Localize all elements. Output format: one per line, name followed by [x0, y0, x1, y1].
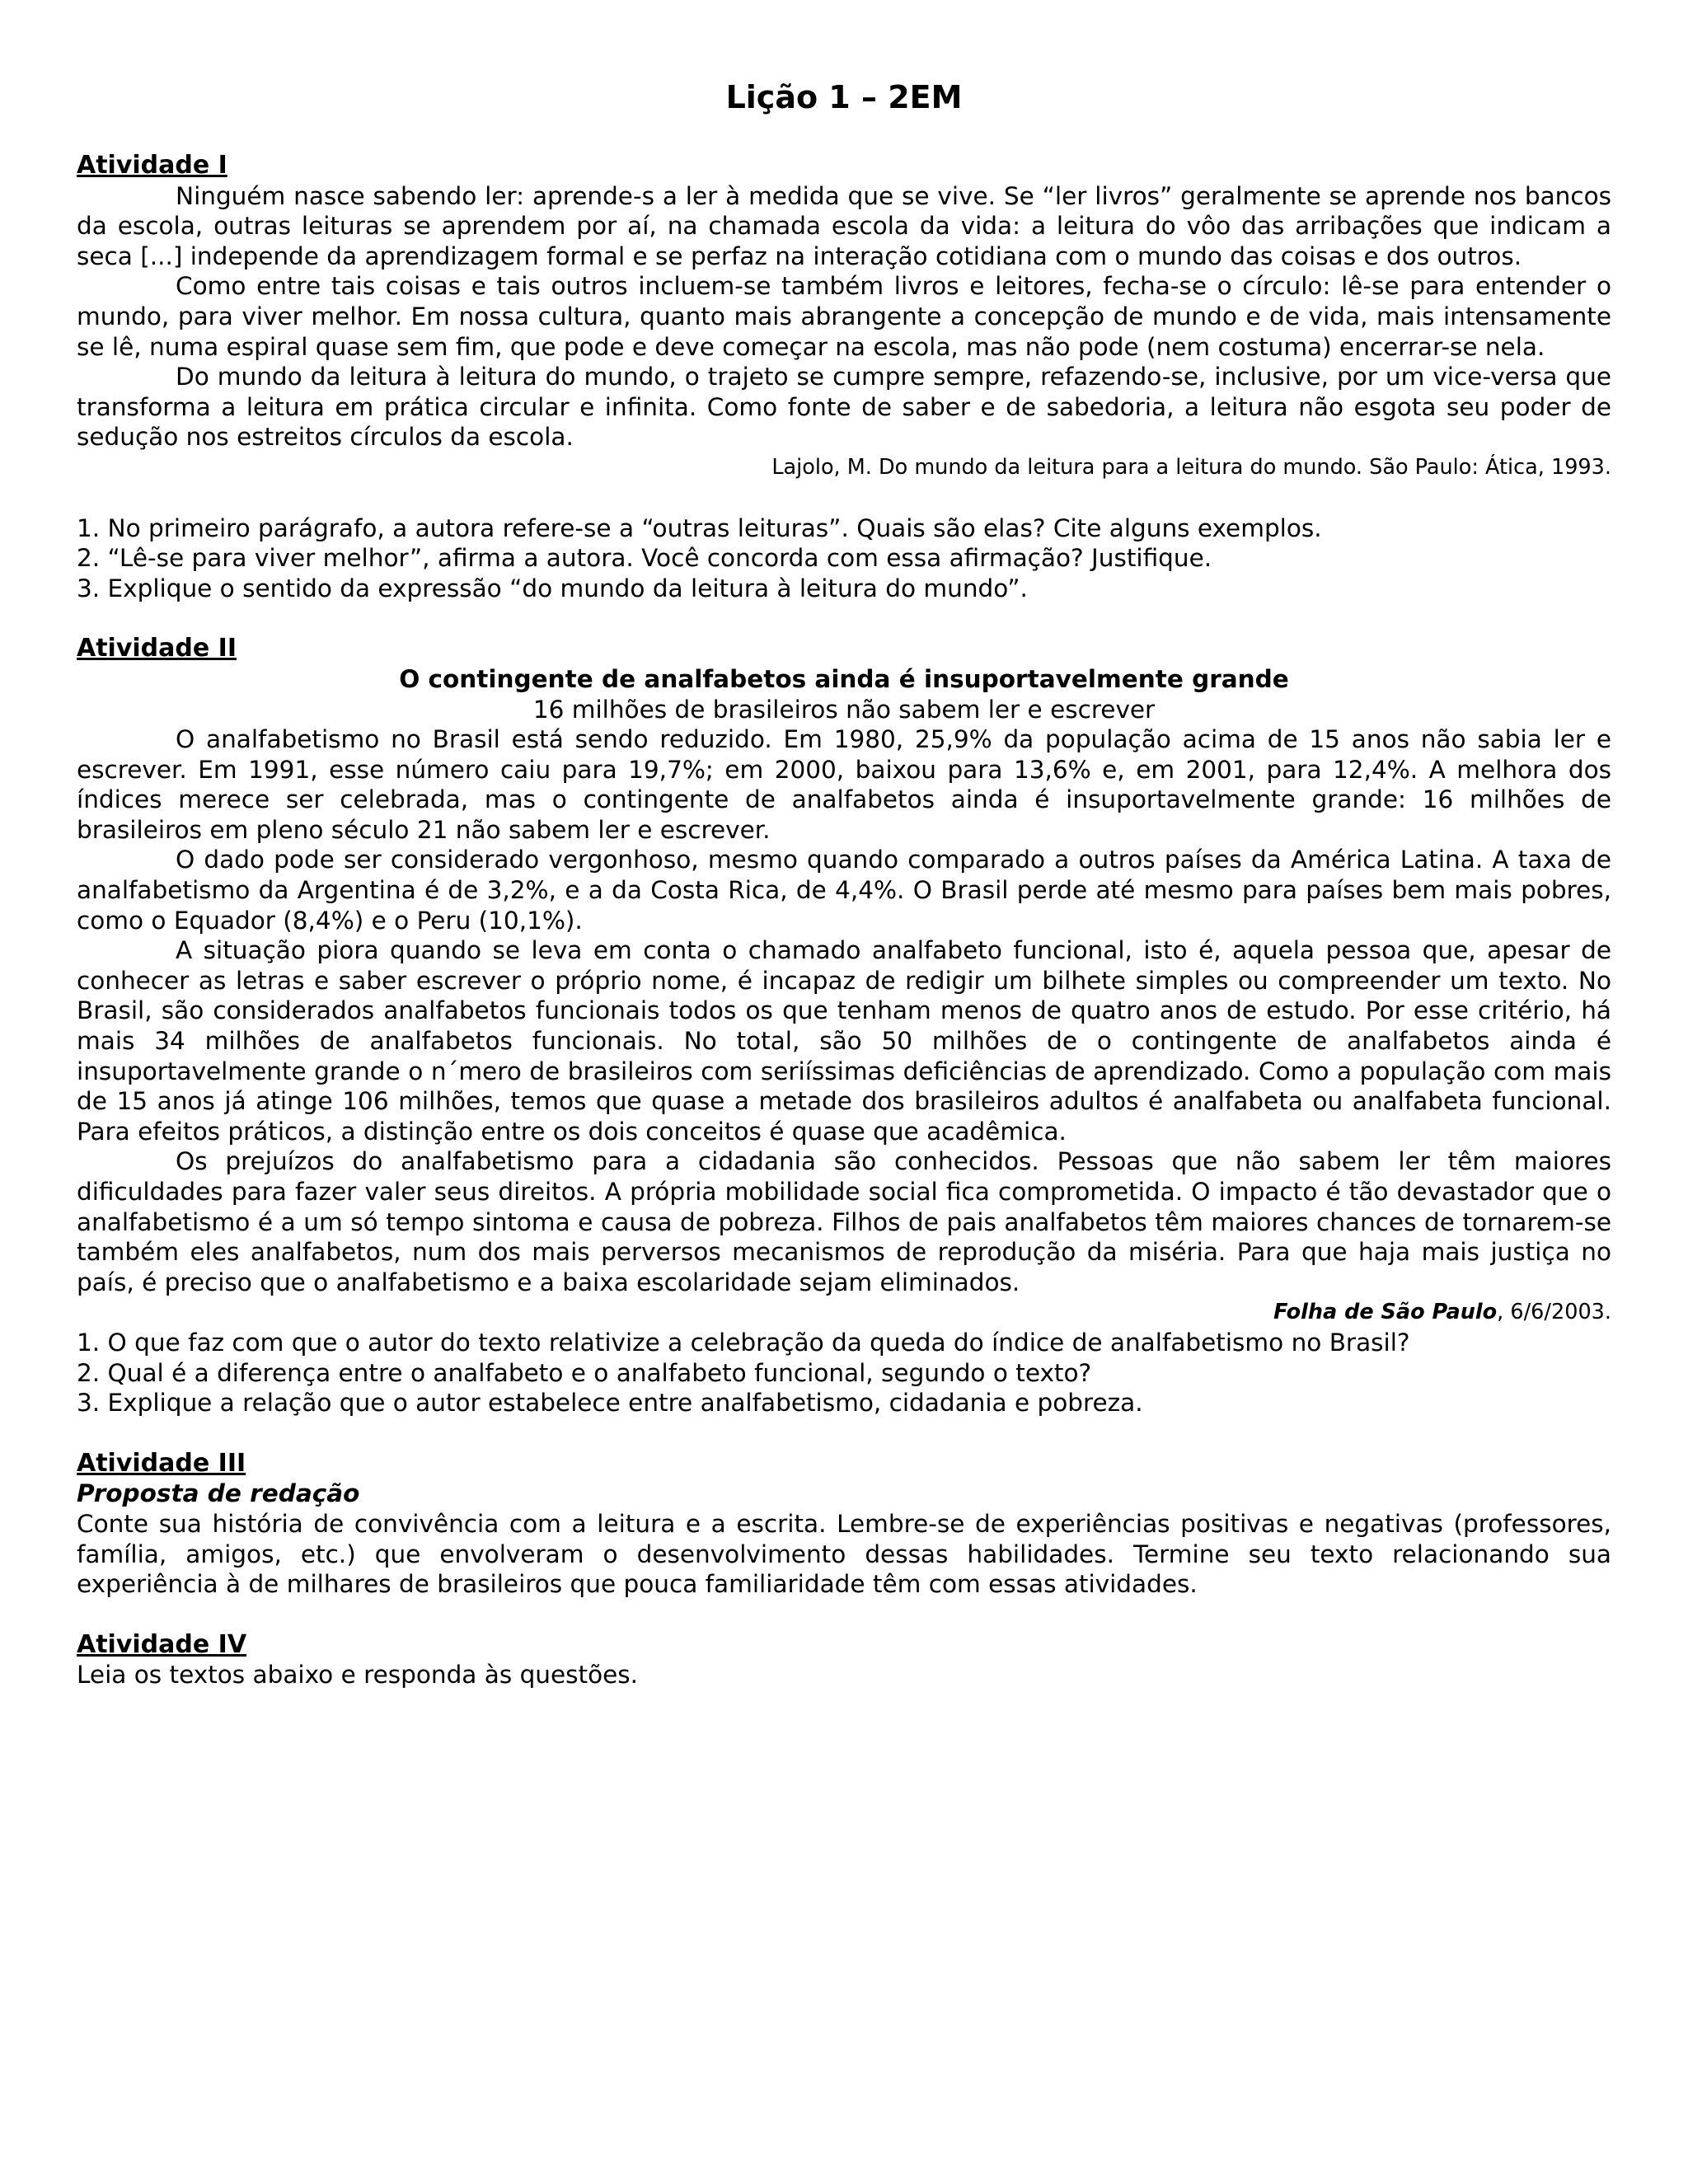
atividade-2-question-3: 3. Explique a relação que o autor estabelece entre analfabetismo, cidadania e pobreza.: [77, 1389, 1143, 1418]
article-subtitle: 16 milhões de brasileiros não sabem ler e escrever: [532, 695, 1156, 724]
atividade-1-paragraph-3: Do mundo da leitura à leitura do mundo, o trajeto se cumpre sempre, refazendo-se, inclusive, por um vice-versa que transforma a leitura em prática circular e infinita. Como fonte de saber e de sabedoria, a leitura não esgota seu poder de sedução nos estreitos círculos da escola.: [77, 363, 1611, 452]
atividade-2-section: [77, 634, 1611, 1418]
atividade-1-question-2: 2. “Lê-se para viver melhor”, afirma a autora. Você concorda com essa afirmação? Justifique.: [77, 544, 1212, 573]
atividade-3-subheading: Proposta de redação: [77, 1479, 360, 1508]
atividade-1-question-3: 3. Explique o sentido da expressão “do mundo da leitura à leitura do mundo”.: [77, 574, 1028, 602]
atividade-1-paragraph-2: Como entre tais coisas e tais outros incluem-se também livros e leitores, fecha-se o círculo: lê-se para entender o mundo, para viver melhor. Em nossa cultura, quanto mais abrangente a concepção de mundo e de vida, mais intensamente se lê, numa espiral quase sem fim, que pode e deve começar na escola, mas não pode (nem costuma) encerrar-se nela.: [77, 272, 1611, 361]
spacer: [77, 1418, 1611, 1449]
atividade-4-heading: Atividade IV: [77, 1629, 247, 1659]
atividade-1-section: [77, 151, 1611, 603]
atividade-4-section: [77, 1630, 1611, 1690]
atividade-2-paragraph-2: O dado pode ser considerado vergonhoso, mesmo quando comparado a outros países da América Latina. A taxa de analfabetismo da Argentina é de 3,2%, e a da Costa Rica, de 4,4%. O Brasil perde até mesmo para países bem mais pobres, como o Equador (8,4%) e o Peru (10,1%).: [77, 846, 1611, 935]
atividade-3-section: [77, 1449, 1611, 1600]
article-title: O contingente de analfabetos ainda é insuportavelmente grande: [399, 664, 1289, 693]
atividade-1-source: Lajolo, M. Do mundo da leitura para a leitura do mundo. São Paulo: Ática, 1993.: [771, 454, 1611, 480]
atividade-1-paragraph-1: Ninguém nasce sabendo ler: aprende-s a ler à medida que se vive. Se “ler livros” geralmente se aprende nos bancos da escola, outras leituras se aprendem por aí, na chamada escola da vida: a leitura do vôo das arribações que indicam a seca [...] independe da aprendizagem formal e se perfaz na interação cotidiana com o mundo das coisas e dos outros.: [77, 181, 1611, 270]
atividade-4-text: Leia os textos abaixo e responda às questões.: [77, 1661, 639, 1690]
atividade-2-heading: Atividade II: [77, 634, 237, 663]
spacer: [77, 603, 1611, 634]
atividade-3-heading: Atividade III: [77, 1448, 246, 1478]
atividade-2-paragraph-1: O analfabetismo no Brasil está sendo reduzido. Em 1980, 25,9% da população acima de 15 anos não sabia ler e escrever. Em 1991, esse número caiu para 19,7%; em 2000, baixou para 13,6% e, em 2001, para 12,4%. A melhora dos índices merece ser celebrada, mas o contingente de analfabetos ainda é insuportavelmente grande: 16 milhões de brasileiros em pleno século 21 não sabem ler e escrever.: [77, 725, 1611, 844]
source-publication-name: Folha de São Paulo: [1273, 1300, 1498, 1325]
atividade-1-question-1: 1. No primeiro parágrafo, a autora refere-se a “outras leituras”. Quais são elas? Cite alguns exemplos.: [77, 513, 1322, 542]
atividade-2-source: [77, 1297, 1611, 1328]
atividade-2-paragraph-3: A situação piora quando se leva em conta o chamado analfabeto funcional, isto é, aquela pessoa que, apesar de conhecer as letras e saber escrever o próprio nome, é incapaz de redigir um bilhete simples ou compreender um texto. No Brasil, são considerados analfabetos funcionais todos os que tenham menos de quatro anos de estudo. Por esse critério, há mais 34 milhões de analfabetos funcionais. No total, são 50 milhões de o contingente de analfabetos ainda é insuportavelmente grande o n´mero de brasileiros com seriíssimas deficiências de aprendizado. Como a população com mais de 15 anos já atinge 106 milhões, temos que quase a metade dos brasileiros adultos é analfabeta ou analfabeta funcional. Para efeitos práticos, a distinção entre os dois conceitos é quase que acadêmica.: [77, 936, 1611, 1146]
source-date: , 6/6/2003.: [1497, 1300, 1611, 1325]
spacer: [77, 1600, 1611, 1630]
atividade-1-heading: Atividade I: [77, 151, 227, 180]
atividade-2-question-2: 2. Qual é a diferença entre o analfabeto e o analfabeto funcional, segundo o texto?: [77, 1358, 1092, 1387]
atividade-2-paragraph-4: Os prejuízos do analfabetismo para a cidadania são conhecidos. Pessoas que não sabem ler têm maiores dificuldades para fazer valer seus direitos. A própria mobilidade social fica comprometida. O impacto é tão devastador que o analfabetismo é a um só tempo sintoma e causa de pobreza. Filhos de pais analfabetos têm maiores chances de tornarem-se também eles analfabetos, num dos mais perversos mecanismos de reprodução da miséria. Para que haja mais justiça no país, é preciso que o analfabetismo e a baixa escolaridade sejam eliminados.: [77, 1147, 1611, 1296]
atividade-2-question-1: 1. O que faz com que o autor do texto relativize a celebração da queda do índice de analfabetismo no Brasil?: [77, 1328, 1410, 1357]
page-title: Lição 1 – 2EM: [725, 79, 963, 115]
atividade-3-text: Conte sua história de convivência com a leitura e a escrita. Lembre-se de experiências positivas e negativas (professores, família, amigos, etc.) que envolveram o desenvolvimento dessas habilidades. Termine seu texto relacionando sua experiência à de milhares de brasileiros que pouca familiaridade têm com essas atividades.: [77, 1509, 1611, 1599]
spacer: [77, 483, 1611, 513]
